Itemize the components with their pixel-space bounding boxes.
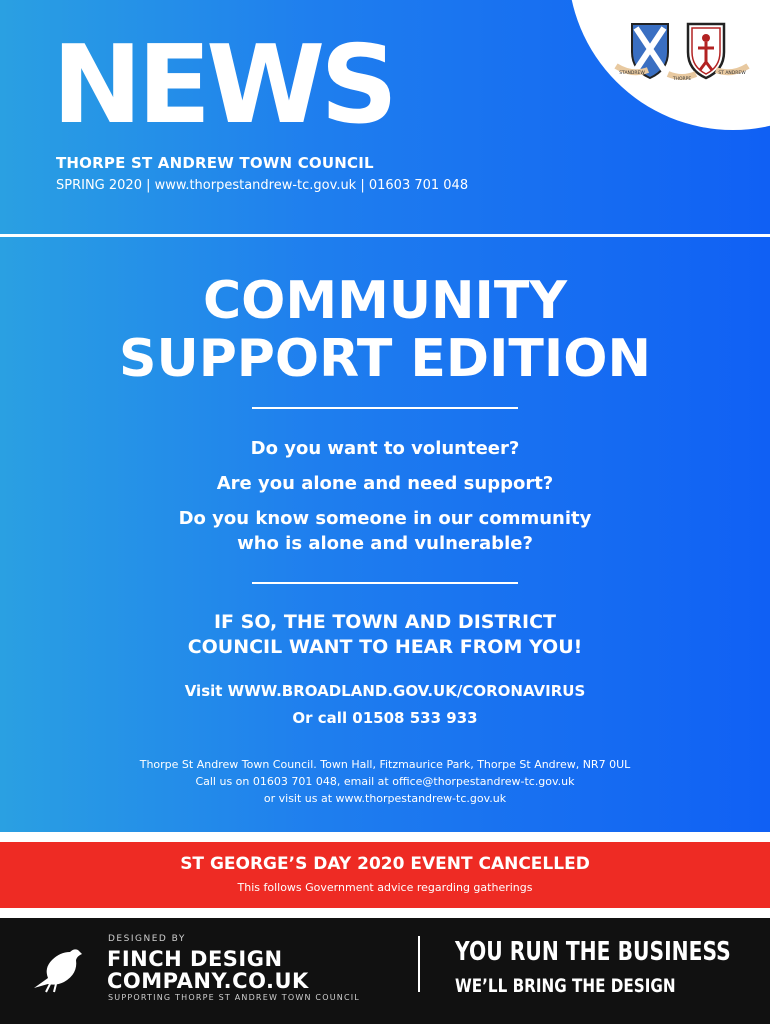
cancellation-notice: [0, 842, 770, 908]
question-know-someone: Do you know someone in our community: [178, 508, 592, 529]
finch-bird-icon: [30, 944, 86, 994]
contact-block: [0, 678, 770, 732]
crest-banner-right: ST ANDREW: [718, 71, 746, 76]
edition-line-1: COMMUNITY: [202, 271, 568, 331]
question-volunteer: Do you want to volunteer?: [250, 438, 520, 459]
edition-line-2: SUPPORT EDITION: [119, 329, 651, 389]
questions-block: [0, 436, 770, 556]
address-line-3: or visit us at www.thorpestandrew-tc.gov.uk: [263, 792, 507, 805]
phone-number: Or call 01508 533 933: [292, 709, 478, 727]
designer-name-line-1: FINCH DESIGN: [107, 947, 283, 971]
cta-line-1: IF SO, THE TOWN AND DISTRICT: [213, 611, 557, 633]
council-name: THORPE ST ANDREW TOWN COUNCIL: [56, 154, 374, 172]
masthead-title: NEWS: [52, 23, 394, 148]
issue-meta: SPRING 2020 | www.thorpestandrew-tc.gov.uk | 01603 701 048: [56, 178, 469, 193]
designed-by-label: DESIGNED BY: [108, 934, 186, 944]
section-divider-top: [252, 407, 518, 409]
slogan-line-2: WE’LL BRING THE DESIGN: [455, 975, 676, 997]
designer-tagline: SUPPORTING THORPE ST ANDREW TOWN COUNCIL: [108, 993, 360, 1002]
website-link[interactable]: Visit WWW.BROADLAND.GOV.UK/CORONAVIRUS: [184, 682, 586, 700]
council-address: [0, 756, 770, 807]
notice-title: ST GEORGE’S DAY 2020 EVENT CANCELLED: [180, 854, 590, 874]
notice-subtitle: This follows Government advice regarding gatherings: [237, 881, 533, 894]
call-to-action: [0, 610, 770, 660]
masthead-divider: [0, 234, 770, 237]
slogan-line-1: YOU RUN THE BUSINESS: [455, 937, 731, 967]
designer-footer: [0, 918, 770, 1024]
designer-name: [107, 948, 309, 992]
crest-banner-mid: THORPE: [672, 77, 692, 82]
question-alone: Are you alone and need support?: [216, 473, 554, 494]
address-line-2: Call us on 01603 701 048, email at office@thorpestandrew-tc.gov.uk: [195, 775, 575, 788]
edition-headline: [0, 272, 770, 388]
crest-banner-left: STANDREW: [619, 71, 645, 76]
cta-line-2: COUNCIL WANT TO HEAR FROM YOU!: [187, 636, 583, 658]
section-divider-bottom: [252, 582, 518, 584]
question-know-someone-cont: who is alone and vulnerable?: [237, 533, 533, 554]
town-crests: [612, 18, 752, 88]
designer-name-line-2: COMPANY.CO.UK: [107, 969, 309, 993]
footer-divider: [418, 936, 420, 992]
address-line-1: Thorpe St Andrew Town Council. Town Hall, Fitzmaurice Park, Thorpe St Andrew, NR7 0UL: [139, 758, 631, 771]
